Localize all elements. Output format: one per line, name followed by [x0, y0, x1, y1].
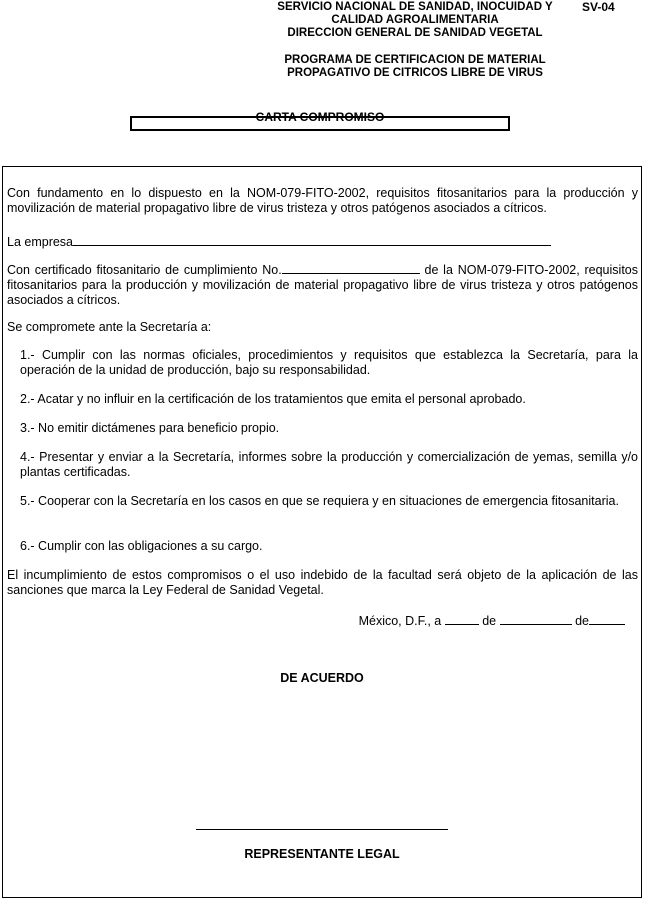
program-line-2: PROPAGATIVO DE CITRICOS LIBRE DE VIRUS — [287, 67, 543, 79]
signature-line[interactable] — [196, 829, 448, 830]
commit-intro: Se compromete ante la Secretaría a: — [7, 320, 212, 334]
title-box — [130, 110, 510, 131]
cert-pre: Con certificado fitosanitario de cumplimiento No. — [7, 263, 282, 277]
commitment-item-3: 3.- No emitir dictámenes para beneficio propio. — [20, 421, 280, 435]
date-de-1: de — [482, 614, 497, 628]
month-blank[interactable] — [500, 612, 572, 625]
agreement-heading: DE ACUERDO — [280, 671, 364, 685]
program-header — [250, 54, 580, 80]
signature-label: REPRESENTANTE LEGAL — [244, 847, 400, 861]
date-prefix: México, D.F., a — [358, 614, 442, 628]
form-code: SV-04 — [582, 0, 615, 14]
cert-number-blank[interactable] — [282, 261, 420, 274]
date-line — [7, 612, 625, 629]
commitment-item-6: 6.- Cumplir con las obligaciones a su cargo. — [20, 539, 263, 553]
year-blank[interactable] — [589, 612, 625, 625]
document-title: CARTA COMPROMISO — [255, 110, 385, 124]
empresa-label: La empresa — [7, 235, 74, 249]
agency-header — [250, 1, 580, 40]
agency-line-3: DIRECCION GENERAL DE SANIDAD VEGETAL — [287, 27, 543, 39]
agency-line-2: CALIDAD AGROALIMENTARIA — [331, 14, 499, 26]
cert-post: de la NOM-079-FITO-2002, requisitos fitosanitarios para la producción y movilización de material propagativo libre de virus tristeza y otros patógenos asociados a cítricos. — [7, 263, 638, 307]
certificate-paragraph — [7, 261, 638, 308]
commitment-item-2: 2.- Acatar y no influir en la certificación de los tratamientos que emita el personal aprobado. — [20, 392, 526, 406]
empresa-field — [7, 233, 638, 250]
commitment-item-1: 1.- Cumplir con las normas oficiales, procedimientos y requisitos que establezca la Secretaría, para la operación de la unidad de producción, bajo su responsabilidad. — [20, 348, 638, 377]
commitment-item-5: 5.- Cooperar con la Secretaría en los casos en que se requiera y en situaciones de emergencia fitosanitaria. — [20, 494, 619, 508]
program-line-1: PROGRAMA DE CERTIFICACION DE MATERIAL — [284, 54, 546, 66]
sanction-paragraph: El incumplimiento de estos compromisos o el uso indebido de la facultad será objeto de la aplicación de las sanciones que marca la Ley Federal de Sanidad Vegetal. — [7, 568, 638, 597]
agency-line-1: SERVICIO NACIONAL DE SANIDAD, INOCUIDAD Y — [277, 1, 553, 13]
date-de-2: de — [575, 614, 589, 628]
commitment-item-4: 4.- Presentar y enviar a la Secretaría, informes sobre la producción y comercialización de yemas, semilla y/o plantas certificadas. — [20, 450, 638, 479]
empresa-blank[interactable] — [73, 233, 551, 246]
intro-paragraph: Con fundamento en lo dispuesto en la NOM-079-FITO-2002, requisitos fitosanitarios para la producción y movilización de material propagativo libre de virus tristeza y otros patógenos asociados a cítricos. — [7, 186, 638, 215]
day-blank[interactable] — [445, 612, 479, 625]
